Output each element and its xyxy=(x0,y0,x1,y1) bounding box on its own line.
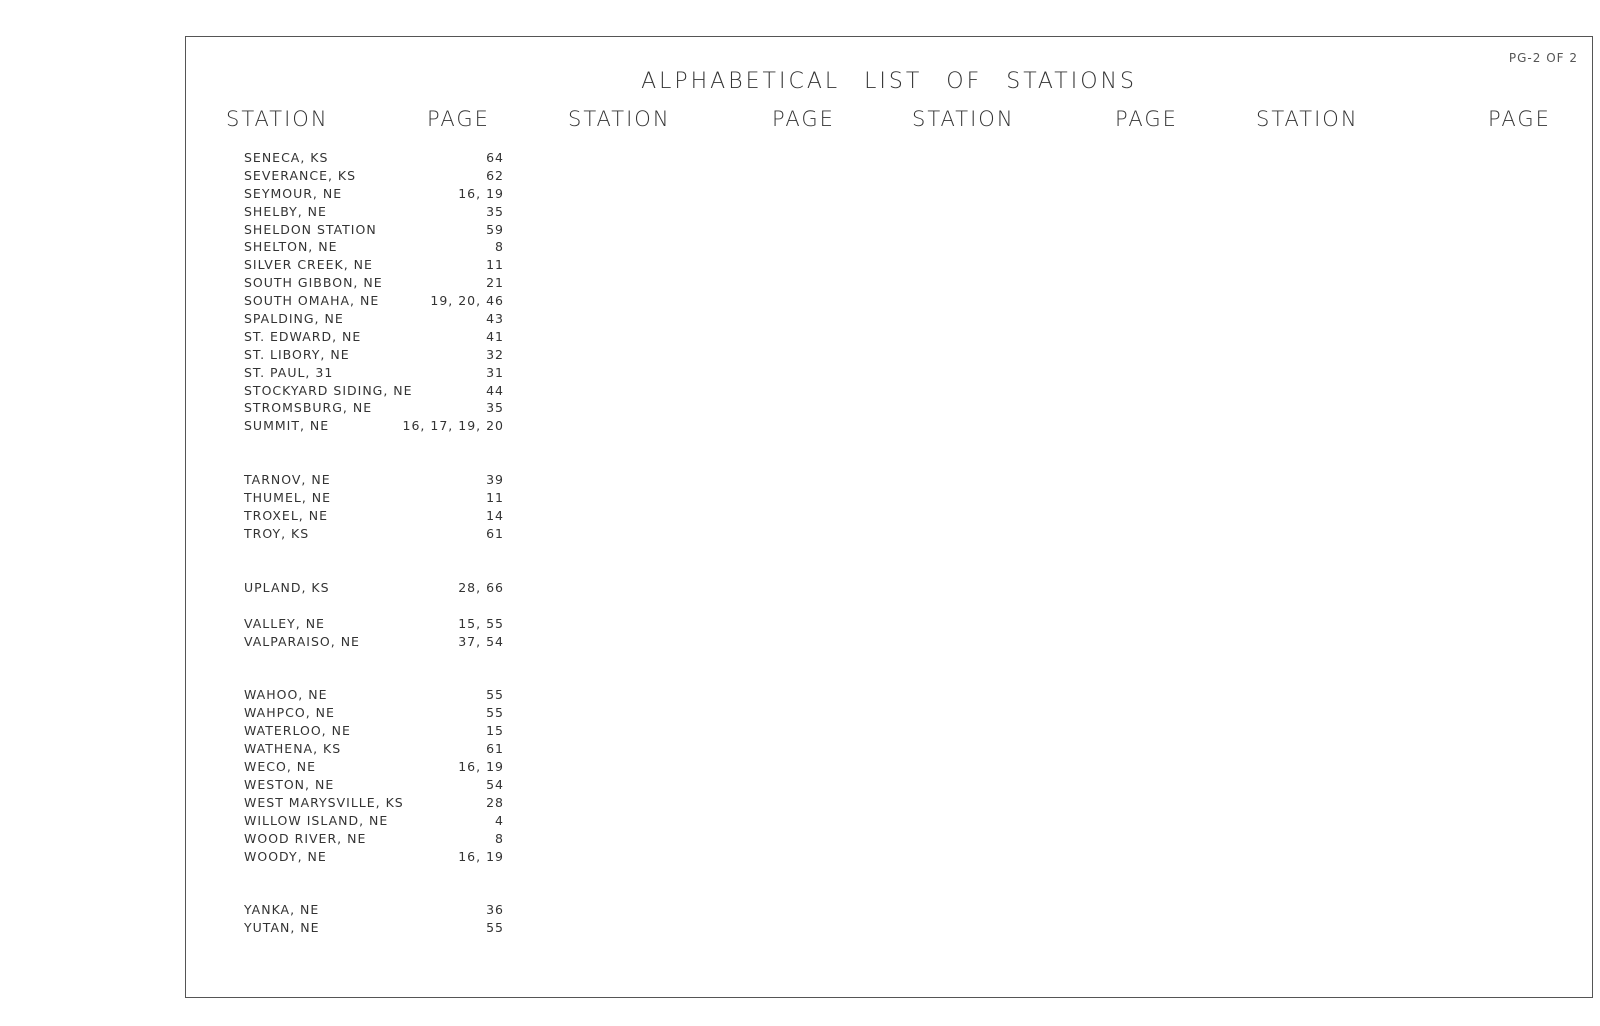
station-page: 43 xyxy=(486,311,504,327)
station-row xyxy=(244,525,504,543)
station-row xyxy=(244,722,504,740)
station-name: ST. PAUL, 31 xyxy=(244,364,334,380)
station-name: SILVER CREEK, NE xyxy=(244,257,373,273)
document-frame xyxy=(185,36,1593,998)
station-row xyxy=(244,221,504,239)
column-header-page-3: PAGE xyxy=(1115,107,1178,131)
station-page: 61 xyxy=(486,741,504,757)
station-page: 39 xyxy=(486,472,504,488)
station-name: ST. LIBORY, NE xyxy=(244,346,350,362)
station-name: ST. EDWARD, NE xyxy=(244,328,362,344)
station-page: 8 xyxy=(495,830,504,846)
station-page: 21 xyxy=(486,275,504,291)
station-name: SHELDON STATION xyxy=(244,221,377,237)
column-header-station-4: STATION xyxy=(1256,107,1359,131)
station-row xyxy=(244,417,504,435)
station-row xyxy=(244,579,504,597)
station-page: 16, 17, 19, 20 xyxy=(402,418,504,434)
station-name: WAHOO, NE xyxy=(244,687,328,703)
station-page: 54 xyxy=(486,776,504,792)
station-page: 36 xyxy=(486,902,504,918)
station-row xyxy=(244,238,504,256)
station-page: 35 xyxy=(486,203,504,219)
station-name: SENECA, KS xyxy=(244,150,329,165)
station-page: 59 xyxy=(486,221,504,237)
station-row xyxy=(244,399,504,417)
station-page: 8 xyxy=(495,239,504,255)
column-header-station-2: STATION xyxy=(568,107,671,131)
station-row xyxy=(244,812,504,830)
station-row xyxy=(244,919,504,937)
group-spacer xyxy=(244,597,504,615)
station-name: SEVERANCE, KS xyxy=(244,167,357,183)
group-spacer xyxy=(244,543,504,579)
page-title: ALPHABETICAL LIST OF STATIONS xyxy=(641,69,1137,94)
station-page: 15 xyxy=(486,723,504,739)
station-page: 31 xyxy=(486,364,504,380)
station-page: 32 xyxy=(486,346,504,362)
station-name: UPLAND, KS xyxy=(244,579,330,595)
station-name: STROMSBURG, NE xyxy=(244,400,373,416)
station-page: 15, 55 xyxy=(458,615,504,631)
station-name: WOOD RIVER, NE xyxy=(244,830,367,846)
column-header-page-2: PAGE xyxy=(772,107,835,131)
station-row xyxy=(244,776,504,794)
station-name: VALPARAISO, NE xyxy=(244,633,360,649)
station-page: 16, 19 xyxy=(458,848,504,864)
station-name: WEST MARYSVILLE, KS xyxy=(244,794,404,810)
station-page: 4 xyxy=(495,812,504,828)
column-header-station-3: STATION xyxy=(912,107,1015,131)
station-name: WESTON, NE xyxy=(244,776,335,792)
station-name: WILLOW ISLAND, NE xyxy=(244,812,389,828)
station-page: 28 xyxy=(486,794,504,810)
station-name: SHELBY, NE xyxy=(244,203,327,219)
station-name: YUTAN, NE xyxy=(244,920,320,936)
station-row xyxy=(244,328,504,346)
station-row xyxy=(244,274,504,292)
station-page: 28, 66 xyxy=(458,579,504,595)
station-row xyxy=(244,830,504,848)
station-page: 35 xyxy=(486,400,504,416)
station-page: 55 xyxy=(486,687,504,703)
station-row xyxy=(244,256,504,274)
station-page: 41 xyxy=(486,328,504,344)
station-page: 64 xyxy=(486,150,504,165)
station-row xyxy=(244,615,504,633)
column-header-station-1: STATION xyxy=(226,107,329,131)
station-row xyxy=(244,901,504,919)
station-name: SPALDING, NE xyxy=(244,311,344,327)
station-page: 16, 19 xyxy=(458,759,504,775)
station-row xyxy=(244,346,504,364)
station-name: WATERLOO, NE xyxy=(244,723,351,739)
station-name: WAHPCO, NE xyxy=(244,705,335,721)
station-row xyxy=(244,633,504,651)
station-page: 44 xyxy=(486,382,504,398)
column-header-page-4: PAGE xyxy=(1488,107,1551,131)
station-page: 16, 19 xyxy=(458,185,504,201)
station-name: WOODY, NE xyxy=(244,848,327,864)
station-row xyxy=(244,292,504,310)
station-name: SUMMIT, NE xyxy=(244,418,330,434)
station-name: SOUTH OMAHA, NE xyxy=(244,293,380,309)
station-page: 55 xyxy=(486,920,504,936)
station-page: 55 xyxy=(486,705,504,721)
station-page: 19, 20, 46 xyxy=(430,293,504,309)
station-row xyxy=(244,758,504,776)
group-spacer xyxy=(244,865,504,901)
station-name: TROY, KS xyxy=(244,525,310,541)
station-row xyxy=(244,167,504,185)
station-row xyxy=(244,489,504,507)
station-name: WATHENA, KS xyxy=(244,741,342,757)
station-row xyxy=(244,149,504,167)
station-page: 11 xyxy=(486,490,504,506)
station-row xyxy=(244,704,504,722)
station-row xyxy=(244,185,504,203)
station-row xyxy=(244,364,504,382)
station-name: SHELTON, NE xyxy=(244,239,338,255)
station-page: 11 xyxy=(486,257,504,273)
station-row xyxy=(244,740,504,758)
station-name: SOUTH GIBBON, NE xyxy=(244,275,383,291)
station-row xyxy=(244,794,504,812)
station-name: STOCKYARD SIDING, NE xyxy=(244,382,413,398)
station-name: TARNOV, NE xyxy=(244,472,331,488)
station-page: 37, 54 xyxy=(458,633,504,649)
station-name: WECO, NE xyxy=(244,759,317,775)
station-name: YANKA, NE xyxy=(244,902,320,918)
station-row xyxy=(244,848,504,866)
page-indicator: PG-2 OF 2 xyxy=(1508,51,1578,65)
station-row xyxy=(244,203,504,221)
station-name: VALLEY, NE xyxy=(244,615,325,631)
station-list xyxy=(244,149,504,937)
group-spacer xyxy=(244,435,504,471)
station-row xyxy=(244,507,504,525)
station-page: 14 xyxy=(486,508,504,524)
station-row xyxy=(244,382,504,400)
station-row xyxy=(244,471,504,489)
column-header-page-1: PAGE xyxy=(427,107,490,131)
station-page: 62 xyxy=(486,167,504,183)
station-row xyxy=(244,310,504,328)
station-name: TROXEL, NE xyxy=(244,508,328,524)
station-name: SEYMOUR, NE xyxy=(244,185,343,201)
station-name: THUMEL, NE xyxy=(244,490,332,506)
station-page: 61 xyxy=(486,525,504,541)
group-spacer xyxy=(244,650,504,686)
station-row xyxy=(244,686,504,704)
